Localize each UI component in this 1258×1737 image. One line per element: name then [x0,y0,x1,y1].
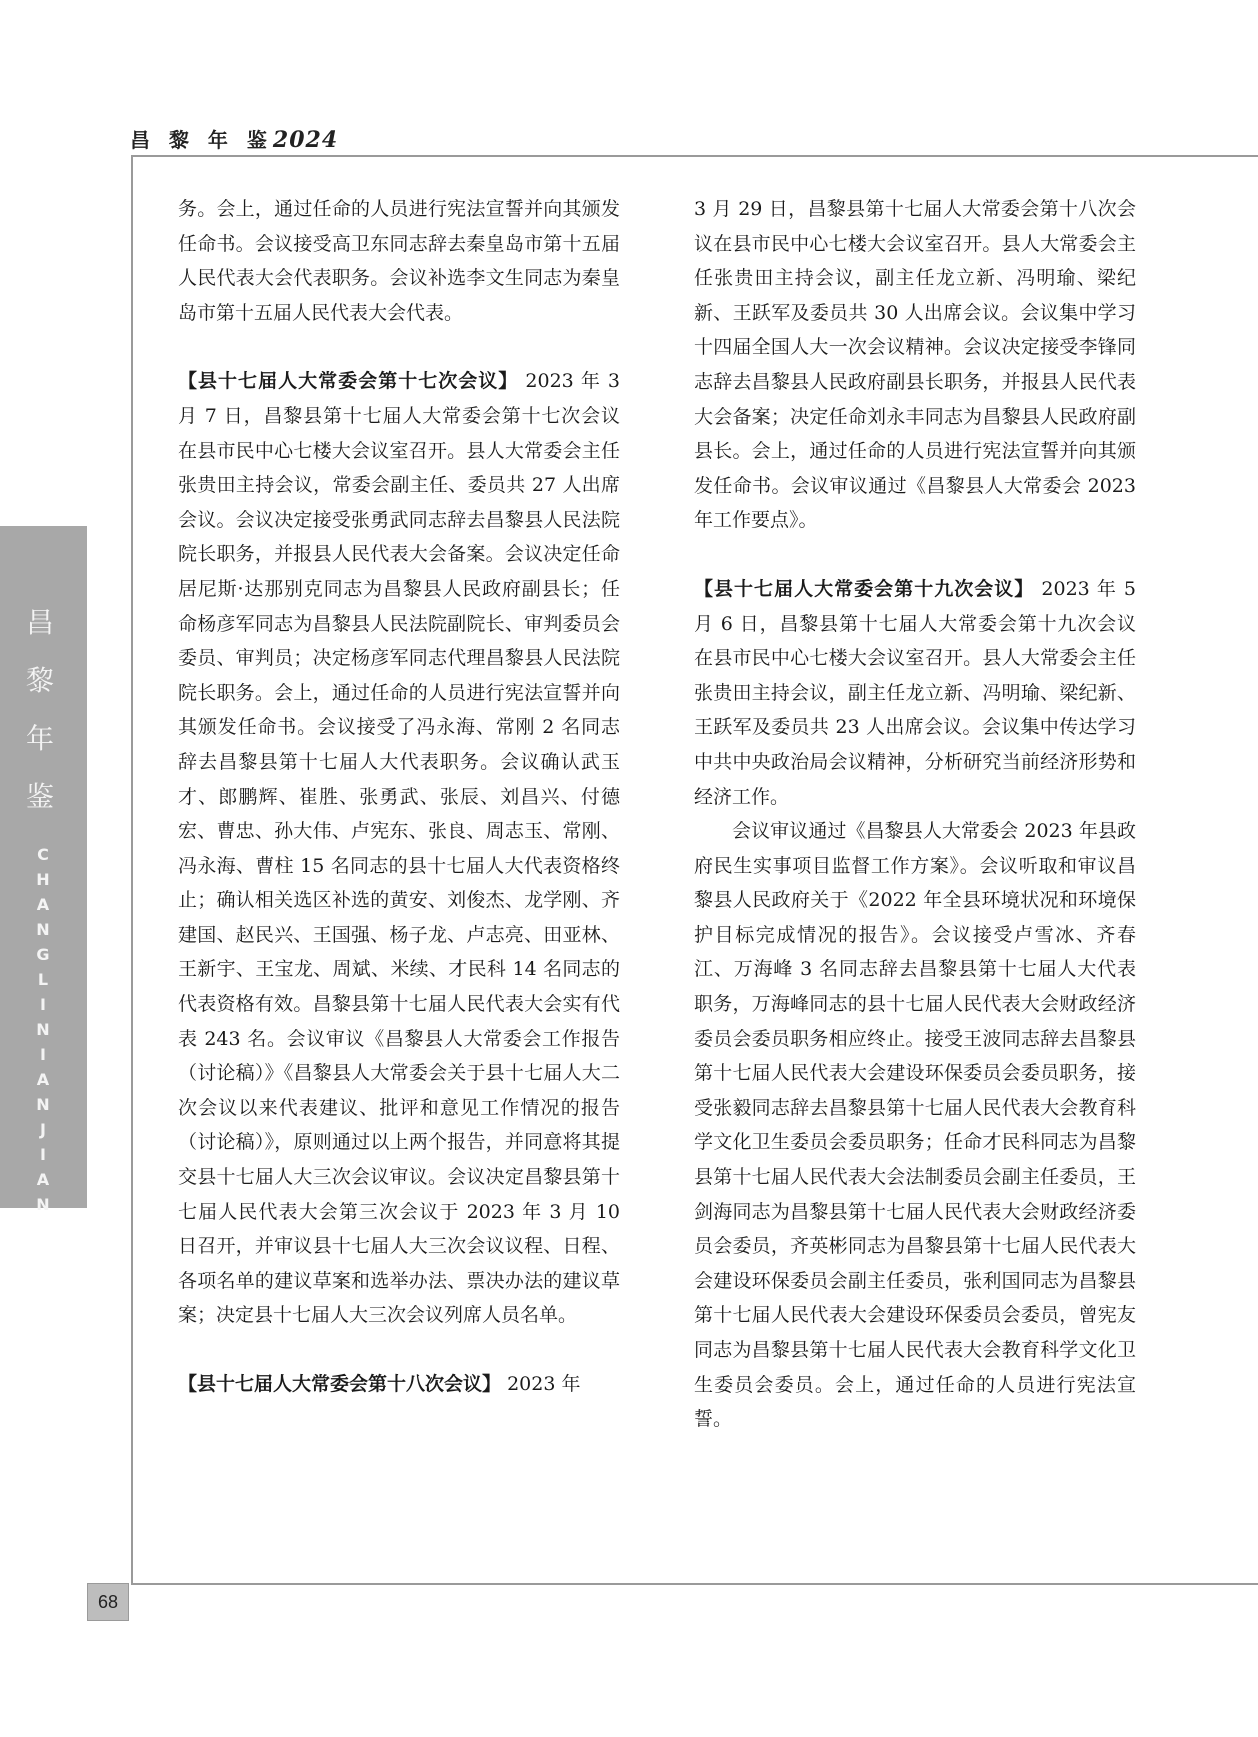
left-column [178,192,620,1402]
side-latin-char: I [40,995,46,1014]
paragraph [178,1367,620,1402]
paragraph [694,572,1136,814]
section-heading: 【县十七届人大常委会第十九次会议】 [694,577,1035,600]
frame-bottom-rule [131,1583,1258,1585]
side-tab-latin [28,842,58,1217]
section-body: 2023 年 [507,1373,581,1395]
side-latin-char: I [40,1145,46,1164]
yearbook-year: 2024 [272,127,339,153]
side-latin-char: N [36,1195,50,1214]
side-latin-char: L [37,970,49,989]
side-latin-char: J [40,1120,46,1139]
section-body: 2023 年 5 月 6 日，昌黎县第十七届人大常委会第十九次会议在县市民中心七楼大会议室召开。县人大常委会主任张贵田主持会议，副主任龙立新、冯明瑜、梁纪新、王跃军及委员共 23 人出席会议。会议集中传达学习中共中央政治局会议精神，分析研究当前经济形势和经济工作。 [694,577,1136,808]
side-title-char: 年 [25,722,54,755]
side-latin-char: H [36,870,50,889]
side-latin-char: C [37,845,49,864]
side-title-char: 黎 [25,664,54,697]
side-latin-char: N [36,920,50,939]
side-latin-char: N [36,1095,50,1114]
frame-top-rule [131,155,1258,157]
side-latin-char: A [36,1070,50,1089]
paragraph: 务。会上，通过任命的人员进行宪法宣誓并向其颁发任命书。会议接受高卫东同志辞去秦皇岛市第十五届人民代表大会代表职务。会议补选李文生同志为秦皇岛市第十五届人民代表大会代表。 [178,198,620,324]
yearbook-title: 昌 黎 年 鉴 [130,128,273,152]
page-number: 68 [87,1583,129,1621]
side-tab-title [20,594,60,826]
side-title-char: 鉴 [25,780,54,813]
right-column [694,192,1136,1437]
section-heading: 【县十七届人大常委会第十八次会议】 [178,1373,502,1395]
paragraph: 3 月 29 日，昌黎县第十七届人大常委会第十八次会议在县市民中心七楼大会议室召开。县人大常委会主任张贵田主持会议，副主任龙立新、冯明瑜、梁纪新、王跃军及委员共 30 人出席会议。会议集中学习十四届全国人大一次会议精神。会议决定接受李锋同志辞去昌黎县人民政府副县长职务，并报县人民代表大会备案；决定任命刘永丰同志为昌黎县人民政府副县长。会上，通过任命的人员进行宪法宣誓并向其颁发任命书。会议审议通过《昌黎县人大常委会 2023 年工作要点》。 [694,198,1136,532]
side-latin-char: A [36,895,50,914]
frame-left-rule [131,155,133,1583]
paragraph: 会议审议通过《昌黎县人大常委会 2023 年县政府民生实事项目监督工作方案》。会议听取和审议昌黎县人民政府关于《2022 年全县环境状况和环境保护目标完成情况的报告》。会议接受卢雪冰、齐春江、万海峰 3 名同志辞去昌黎县第十七届人大代表职务，万海峰同志的县十七届人民代表大会财政经济委员会委员职务相应终止。接受王波同志辞去昌黎县第十七届人民代表大会建设环保委员会委员职务，接受张毅同志辞去昌黎县第十七届人民代表大会教育科学文化卫生委员会委员职务；任命才民科同志为昌黎县第十七届人民代表大会法制委员会副主任委员，王剑海同志为昌黎县第十七届人民代表大会财政经济委员会委员，齐英彬同志为昌黎县第十七届人民代表大会建设环保委员会副主任委员，张利国同志为昌黎县第十七届人民代表大会建设环保委员会委员，曾宪友同志为昌黎县第十七届人民代表大会教育科学文化卫生委员会委员。会上，通过任命的人员进行宪法宣誓。 [694,820,1136,1431]
paragraph [178,364,620,1333]
side-latin-char: I [40,1045,46,1064]
section-heading: 【县十七届人大常委会第十七次会议】 [178,370,519,393]
running-head [130,124,338,153]
side-latin-char: A [36,1170,50,1189]
side-title-char: 昌 [25,606,54,639]
side-latin-char: G [36,945,50,964]
side-latin-char: N [36,1020,50,1039]
section-body: 2023 年 3 月 7 日，昌黎县第十七届人大常委会第十七次会议在县市民中心七楼大会议室召开。县人大常委会主任张贵田主持会议，常委会副主任、委员共 27 人出席会议。会议决定接受张勇武同志辞去昌黎县人民法院院长职务，并报县人民代表大会备案。会议决定任命居尼斯·达那别克同志为昌黎县人民政府副县长；任命杨彦军同志为昌黎县人民法院副院长、审判委员会委员、审判员；决定杨彦军同志代理昌黎县人民法院院长职务。会上，通过任命的人员进行宪法宣誓并向其颁发任命书。会议接受了冯永海、常刚 2 名同志辞去昌黎县第十七届人大代表职务。会议确认武玉才、郎鹏辉、崔胜、张勇武、张辰、刘昌兴、付德宏、曹忠、孙大伟、卢宪东、张良、周志玉、常刚、冯永海、曹柱 15 名同志的县十七届人大代表资格终止；确认相关选区补选的黄安、刘俊杰、龙学刚、齐建国、赵民兴、王国强、杨子龙、卢志亮、田亚林、王新宇、王宝龙、周斌、米续、才民科 14 名同志的代表资格有效。昌黎县第十七届人民代表大会实有代表 243 名。会议审议《昌黎县人大常委会工作报告（讨论稿）》《昌黎县人大常委会关于县十七届人大二次会议以来代表建议、批评和意见工作情况的报告（讨论稿）》，原则通过以上两个报告，并同意将其提交县十七届人大三次会议审议。会议决定昌黎县第十七届人民代表大会第三次会议于 2023 年 3 月 10 日召开，并审议县十七届人大三次会议议程、日程、各项名单的建议草案和选举办法、票决办法的建议草案；决定县十七届人大三次会议列席人员名单。 [178,370,620,1327]
